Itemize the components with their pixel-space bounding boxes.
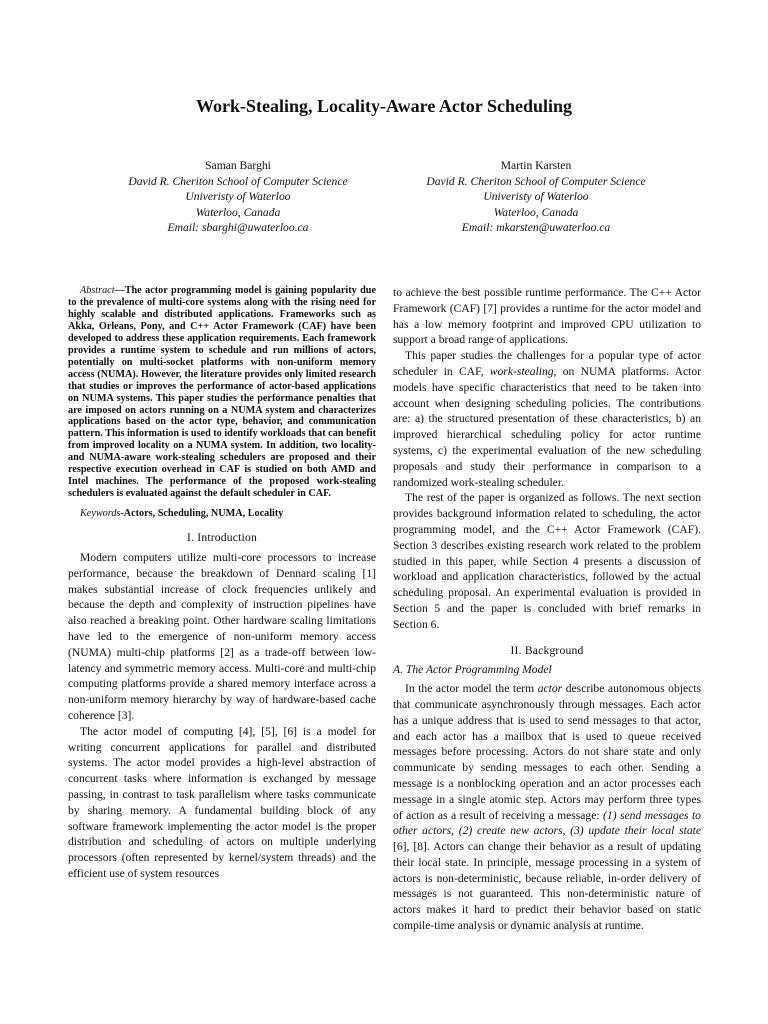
keywords-text: -Actors, Scheduling, NUMA, Locality — [120, 508, 284, 520]
intro-paragraph-4: The rest of the paper is organized as follows. The next section provides background information related to scheduling, the actor programming model, and the C++ Actor Framework (CAF). Section 3 describes existing research work related to the problem studied in this paper, while Section 4 presents a discussion of workload and application characteristics, followed by the actual scheduling proposal. An experimental evaluation is provided in Section 5 and the paper is concluded with brief remarks in Section 6. — [393, 491, 701, 631]
intro-paragraph-1: Modern computers utilize multi-core processors to increase performance, because the breakdown of Dennard scaling [1] makes substantial increase of clock frequencies unlikely and because the depth and complexity of instruction pipelines have also reached a breaking point. Other hardware scaling limitations have led to the emergence of non-uniform memory access (NUMA) multi-chip platforms [2] as a trade-off between low-latency and symmetric memory access. Multi-core and multi-chip computing platforms provide a shared memory interface across a non-uniform memory hierarchy by way of hardware-based cache coherence [3]. — [68, 550, 376, 722]
emphasis-work-stealing: work-stealing — [489, 364, 554, 378]
author-block-1 — [88, 158, 388, 236]
author-name: Martin Karsten — [500, 159, 572, 172]
intro-paragraph-2-continued: to achieve the best possible runtime performance. The C++ Actor Framework (CAF) [7] provides a runtime for the actor model and has a low memory footprint and improved CPU utilization to support a broad range of applications. — [393, 286, 701, 347]
paper-title: Work-Stealing, Locality-Aware Actor Scheduling — [196, 96, 572, 116]
keywords-label: Keywords — [80, 508, 121, 520]
author-block-2 — [386, 158, 686, 236]
right-column — [393, 285, 701, 934]
emphasis-actor: actor — [537, 682, 563, 696]
left-column — [68, 285, 376, 882]
author-university: Univeristy of Waterloo — [185, 190, 291, 204]
author-name: Saman Barghi — [205, 159, 271, 172]
author-email: Email: sbarghi@uwaterloo.ca — [167, 221, 309, 235]
subsection-heading-actor-model: A. The Actor Programming Model — [393, 663, 552, 677]
author-email: Email: mkarsten@uwaterloo.ca — [461, 221, 611, 235]
author-affiliation: David R. Cheriton School of Computer Science — [128, 174, 348, 188]
author-affiliation: David R. Cheriton School of Computer Science — [426, 174, 646, 188]
intro-paragraph-3 — [393, 348, 701, 490]
section-heading-introduction: I. Introduction — [187, 531, 257, 545]
abstract-label: Abstract — [80, 285, 115, 296]
text-run: , on NUMA platforms. Actor models have specific characteristics that need to be taken into account when designing scheduling policies. The contributions are: a) the structured presentation of these characteristics, b) an improved hierarchical scheduling policy for actor runtime systems, c) the experimental evaluation of the new scheduling proposals and study their performance in comparison to a randomized work-stealing scheduler. — [393, 364, 701, 489]
emphasis-actor-actions: (1) send messages to other actors, (2) create new actors, (3) update their local state — [393, 808, 701, 838]
author-location: Waterloo, Canada — [195, 205, 281, 219]
text-run: In the actor model the term — [405, 682, 538, 696]
author-location: Waterloo, Canada — [493, 205, 579, 219]
background-paragraph-1 — [393, 681, 701, 934]
abstract-text: —The actor programming model is gaining popularity due to the prevalence of multi-core systems along with the rising need for highly scalable and distributed applications. Frameworks such as Akka, Orleans, Pony, and C++ Actor Framework (CAF) have been developed to address these application requirements. Each framework provides a runtime system to schedule and run millions of actors, potentially on multi-socket platforms with non-uniform memory access (NUMA). However, the literature provides only limited research that studies or improves the performance of actor-based applications on NUMA systems. This paper studies the performance penalties that are imposed on actors running on a NUMA system and characterizes applications based on the actor type, behavior, and communication pattern. This information is used to identify workloads that can benefit from improved locality on a NUMA system. In addition, two locality- and NUMA-aware work-stealing schedulers are proposed and their respective execution overhead in CAF is studied on both AMD and Intel machines. The performance of the proposed work-stealing schedulers is evaluated against the default scheduler in CAF. — [68, 285, 377, 500]
author-university: Univeristy of Waterloo — [483, 190, 589, 204]
keywords — [68, 508, 376, 520]
abstract — [68, 285, 376, 500]
text-run: [6], [8]. Actors can change their behavior as a result of updating their local state. In principle, message processing in a system of actors is non-deterministic, because reliable, in-order delivery of messages is not guaranteed. This non-deterministic nature of actors makes it hard to predict their behavior based on static compile-time analysis or dynamic analysis at runtime. — [393, 840, 701, 933]
section-heading-background: II. Background — [510, 643, 584, 657]
text-run: This paper studies the challenges for a popular type of actor scheduler in CAF, — [393, 349, 701, 378]
intro-paragraph-2: The actor model of computing [4], [5], [6] is a model for writing concurrent applications for parallel and distributed systems. The actor model provides a high-level abstraction of concurrent tasks where information is exchanged by message passing, in contrast to task parallelism where tasks communicate by sharing memory. A fundamental building block of any software framework implementing the actor model is the proper distribution and scheduling of actors on multiple underlying processors (often represented by kernel/system threads) and the efficient use of system resources — [68, 724, 376, 880]
text-run: describe autonomous objects that communicate asynchronously through messages. Each actor has a unique address that is used to send messages to that actor, and each actor has a mailbox that is used to queue received messages before processing. Actors do not share state and only communicate by sending messages to each other. Sending a message is a nonblocking operation and an actor processes each message in a single atomic step. Actors may perform three types of action as a result of receiving a message: — [393, 682, 701, 822]
